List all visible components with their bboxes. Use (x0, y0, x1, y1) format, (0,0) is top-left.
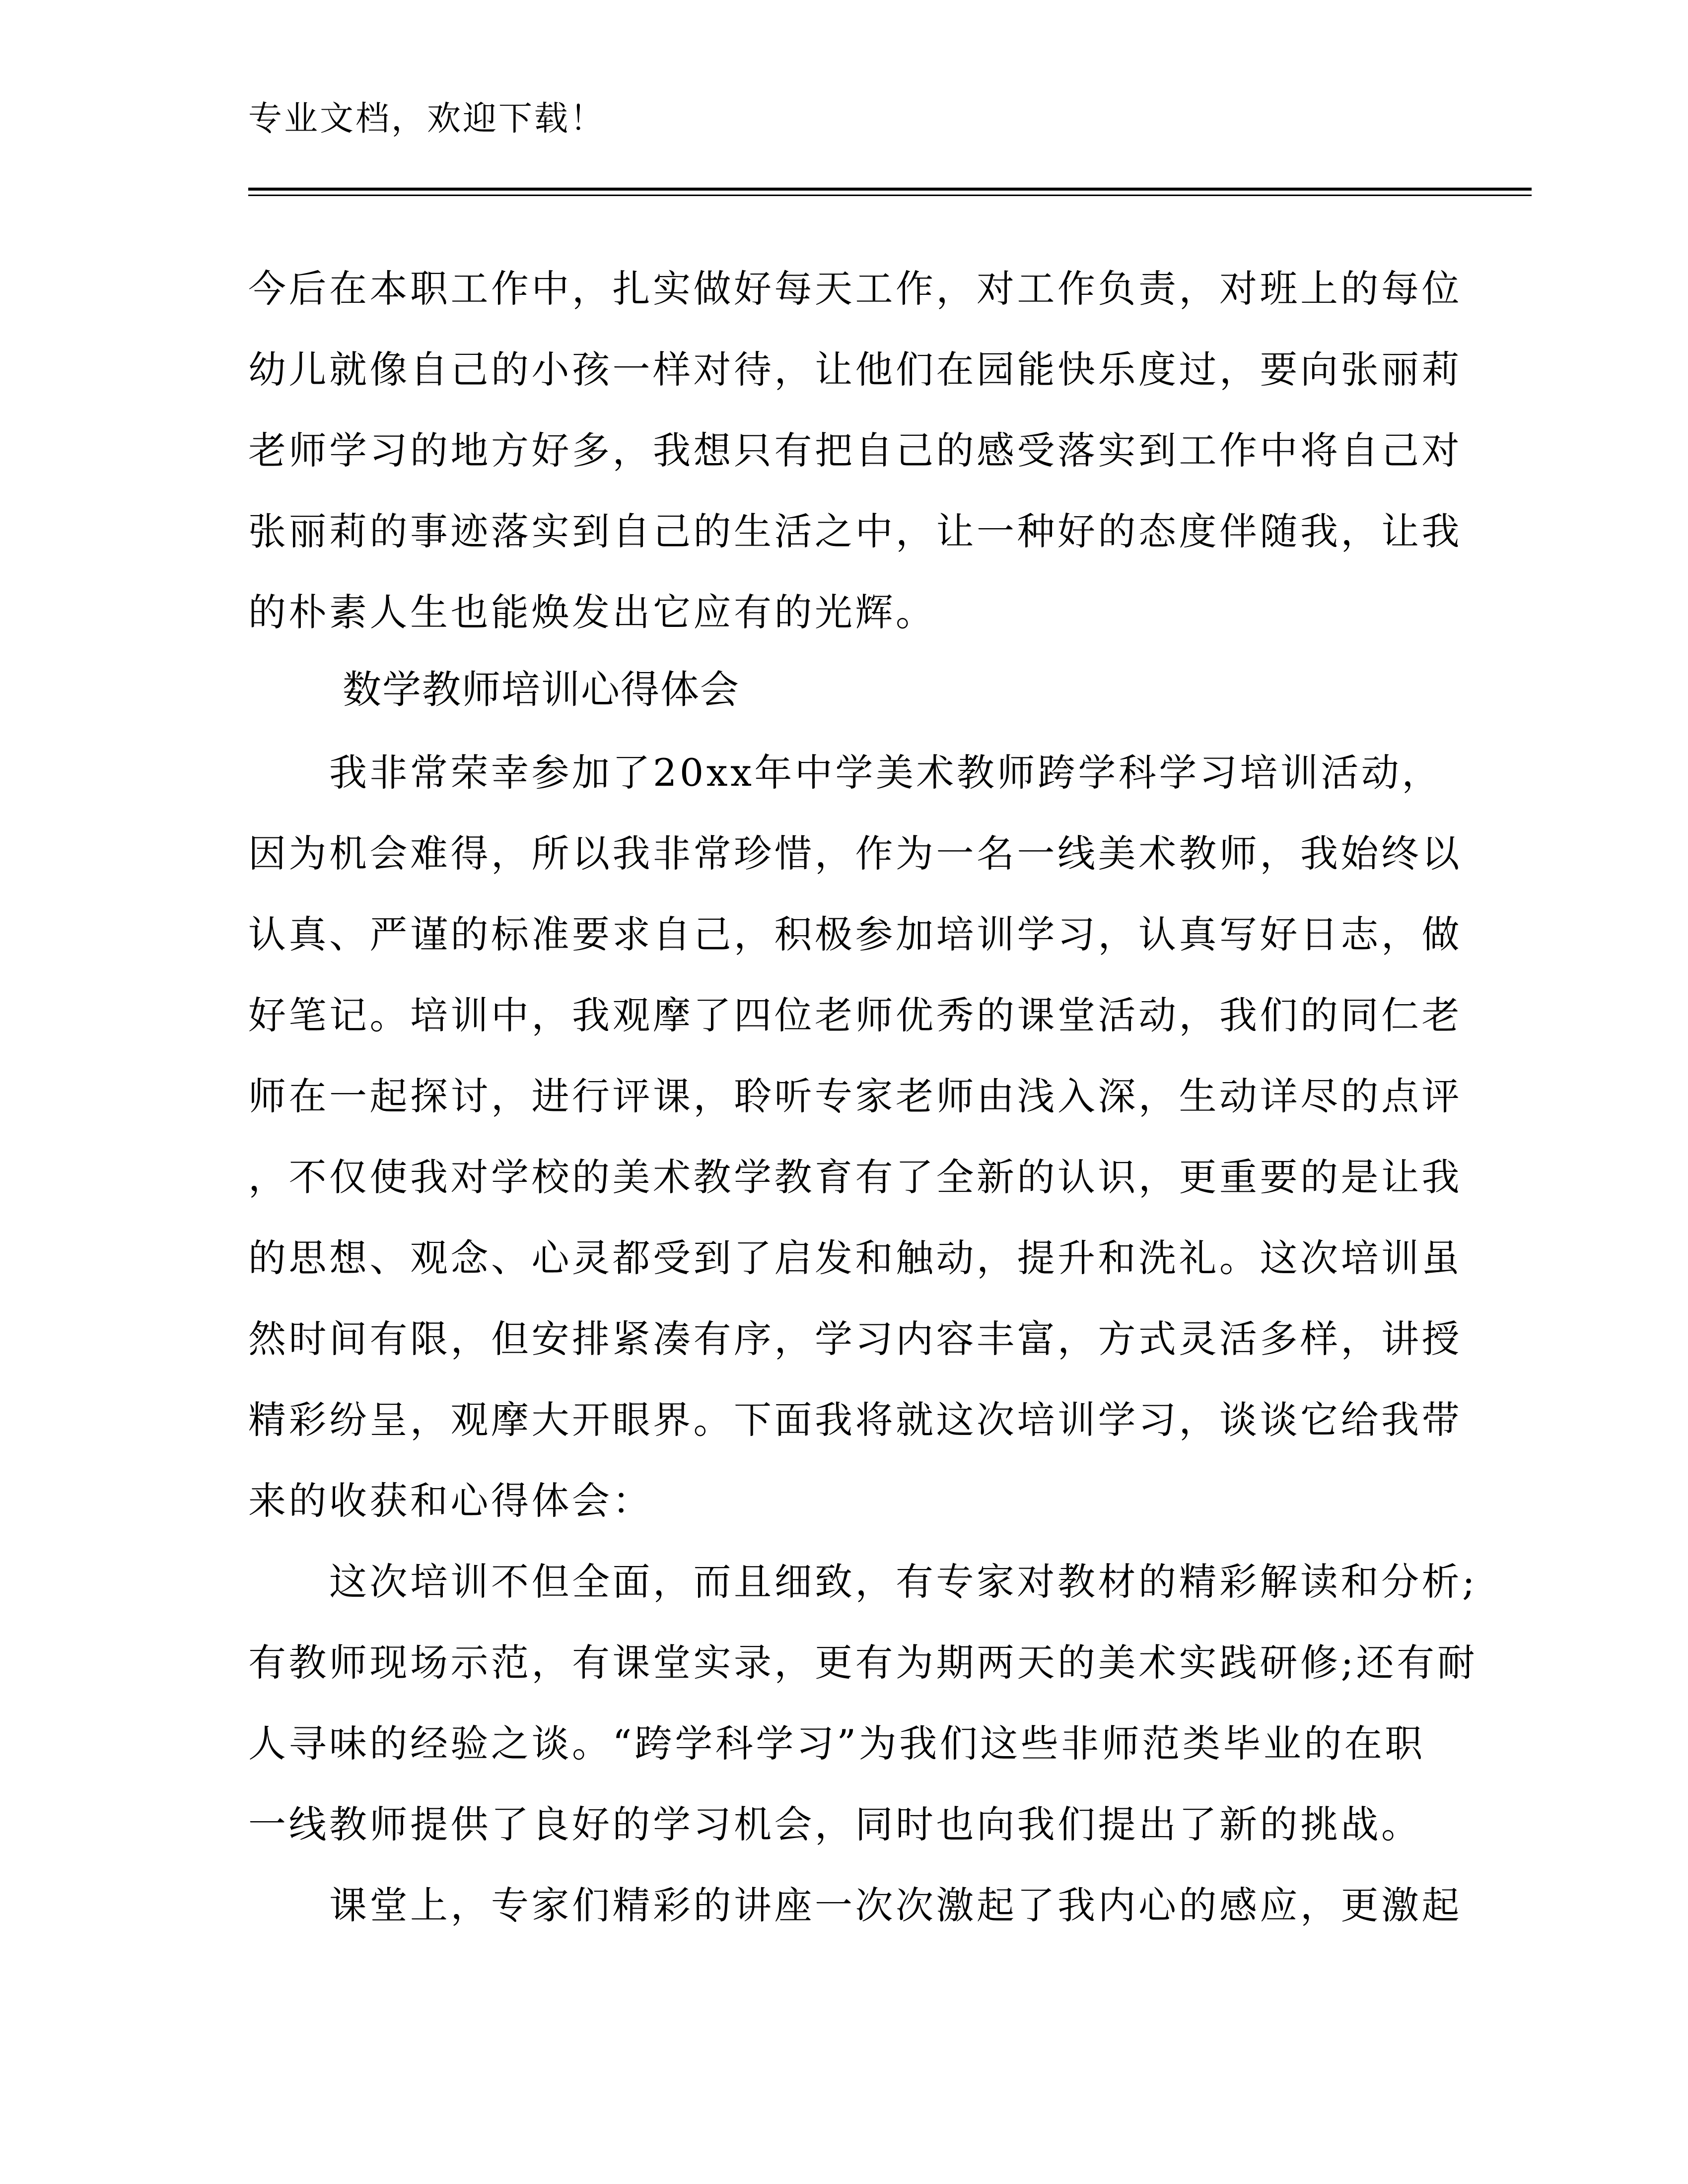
text-line: 认真、严谨的标准要求自己，积极参加培训学习，认真写好日志，做 (248, 912, 1462, 956)
text-line: 今后在本职工作中，扎实做好每天工作，对工作负责，对班上的每位 (248, 267, 1462, 311)
text-line: 课堂上，专家们精彩的讲座一次次激起了我内心的感应，更激起 (248, 1883, 1462, 1927)
text-line: 师在一起探讨，进行评课，聆听专家老师由浅入深，生动详尽的点评 (248, 1074, 1462, 1118)
text-line: 的朴素人生也能焕发出它应有的光辉。 (248, 590, 936, 634)
text-line: 的思想、观念、心灵都受到了启发和触动，提升和洗礼。这次培训虽 (248, 1236, 1462, 1280)
text-line: ，不仅使我对学校的美术教学教育有了全新的认识，更重要的是让我 (248, 1155, 1462, 1199)
page-header: 专业文档，欢迎下载！ (248, 99, 606, 138)
text-line: 老师学习的地方好多，我想只有把自己的感受落实到工作中将自己对 (248, 428, 1462, 473)
text-line: 好笔记。培训中，我观摩了四位老师优秀的课堂活动，我们的同仁老 (248, 993, 1462, 1037)
text-line: 有教师现场示范，有课堂实录，更有为期两天的美术实践研修;还有耐 (248, 1640, 1478, 1685)
text-line: 这次培训不但全面，而且细致，有专家对教材的精彩解读和分析; (248, 1560, 1478, 1604)
header-divider (248, 188, 1532, 191)
text-line: 人寻味的经验之谈。“跨学科学习”为我们这些非师范类毕业的在职 (248, 1721, 1425, 1766)
text-line: 精彩纷呈，观摩大开眼界。下面我将就这次培训学习，谈谈它给我带 (248, 1398, 1462, 1442)
text-line: 幼儿就像自己的小孩一样对待，让他们在园能快乐度过，要向张丽莉 (248, 347, 1462, 392)
text-line: 然时间有限，但安排紧凑有序，学习内容丰富，方式灵活多样，讲授 (248, 1317, 1462, 1361)
section-title: 数学教师培训心得体会 (343, 668, 740, 712)
text-line: 我非常荣幸参加了20xx年中学美术教师跨学科学习培训活动， (248, 751, 1442, 795)
text-line: 张丽莉的事迹落实到自己的生活之中，让一种好的态度伴随我，让我 (248, 509, 1462, 553)
text-line: 来的收获和心得体会： (248, 1479, 653, 1523)
text-line: 一线教师提供了良好的学习机会，同时也向我们提出了新的挑战。 (248, 1802, 1422, 1846)
header-divider-thin (248, 195, 1532, 196)
text-line: 因为机会难得，所以我非常珍惜，作为一名一线美术教师，我始终以 (248, 831, 1462, 876)
